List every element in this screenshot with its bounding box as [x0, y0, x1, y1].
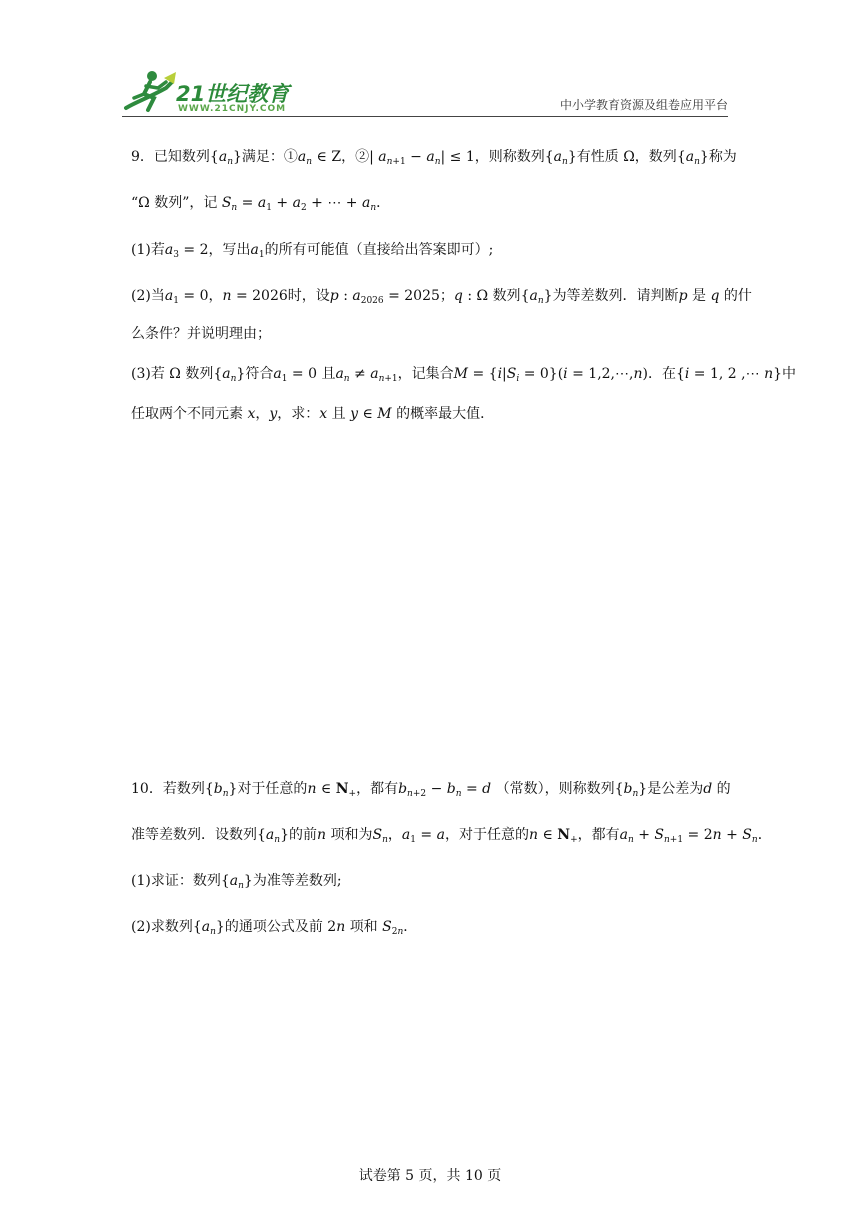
header-rule	[122, 116, 728, 117]
logo-url: WWW.21CNJY.COM	[178, 104, 287, 114]
q9-part-3-line-2: 任取两个不同元素 x，y，求：x 且 y ∈ M 的概率最大值．	[131, 406, 495, 422]
q9-part-3: (3)若 Ω 数列$\{a_n\}$符合$a_1 = 0$ 且$a_n \ne a_{n+1}$，记集合$M = \{i|S_i = 0\}(i$ = 1,2,⋯,n)．在{i = 1, 2 ,⋯ n}中	[131, 366, 797, 384]
site-logo	[122, 68, 292, 116]
page-footer: 试卷第 5 页，共 10 页	[358, 1168, 502, 1184]
q10-part-2: (2)求数列$\{a_n\}$的通项公式及前 2n 项和 $S_{2n}$．	[131, 919, 418, 937]
q10-line-1: 10．若数列$\{b_n\}$对于任意的n ∈ $N_+$，都有$b_{n+2} - b_n = d$ （常数），则称数列$\{b_n\}$是公差为d 的	[131, 781, 731, 799]
q9-line-2: “Ω 数列”，记 $S_n = a_1 + a_2$ + ⋯ + $a_n$．	[131, 195, 391, 213]
q10-line-2: 准等差数列．设数列$\{a_n\}$的前n 项和为$S_n$，$a_1 = a$，对于任意的n ∈ $N_+$，都有$a_n + S_{n+1} = 2n + S_n$．	[131, 827, 772, 845]
runner-logo-icon	[122, 68, 182, 116]
q9-part-1: (1)若$a_3 = 2$，写出$a_1$的所有可能值（直接给出答案即可）;	[131, 242, 494, 260]
logo-text: 21世纪教育	[176, 82, 290, 106]
q9-part-2-line-2: 么条件？并说明理由；	[131, 326, 271, 342]
q9-part-2: (2)当$a_1 = 0$，n = 2026时，设p : $a_{2026} = 2025$；q : Ω 数列$\{a_n\}$为等差数列．请判断p 是 q 的什	[131, 288, 752, 306]
q10-part-1: (1)求证：数列$\{a_n\}$为准等差数列;	[131, 873, 342, 891]
platform-name: 中小学教育资源及组卷应用平台	[559, 98, 728, 112]
q9-line-1: 9．已知数列$\{a_n\}$满足：$①a_n$ ∈ Z，②| $a_{n+1} - a_n| \le 1$，则称数列$\{a_n\}$有性质 Ω，数列$\{a_n\}$称为	[131, 149, 737, 167]
page-header	[0, 0, 860, 125]
